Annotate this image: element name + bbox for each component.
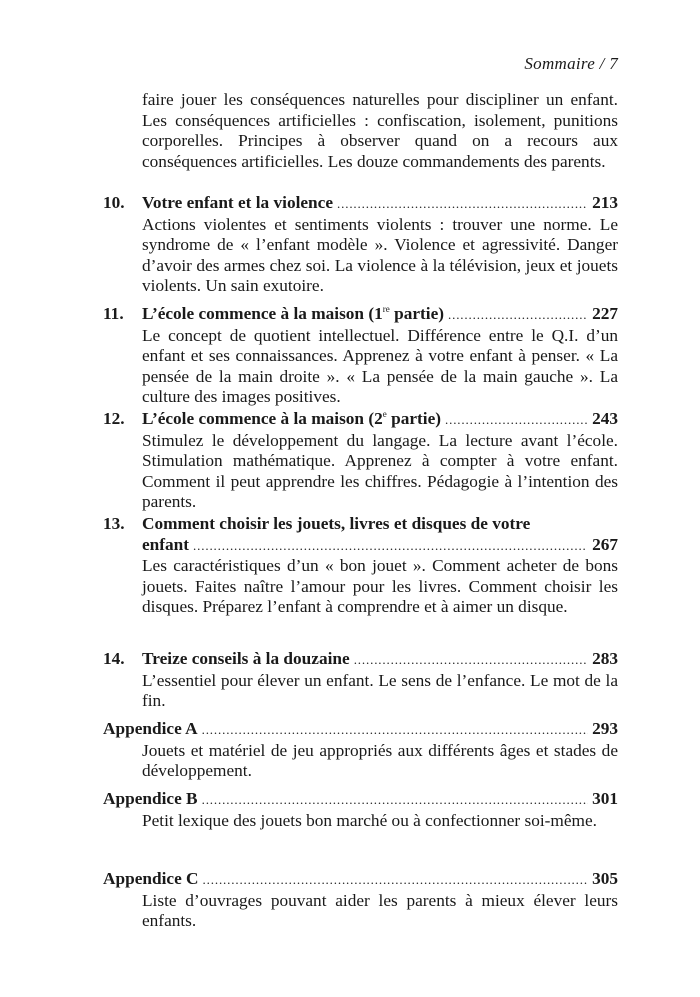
- toc-entry-13: [103, 514, 618, 618]
- intro-text: faire jouer les conséquences naturelles pour discipliner un enfant. Les conséquences artificielles : confiscation, isolement, punitions corporelles. Principes à observer quand on a recours aux conséquences artificielles. Les douze commandements des parents.: [142, 90, 618, 171]
- appendix-title: Appendice C: [103, 869, 199, 888]
- chapter-title: L’école commence à la maison (2e partie): [142, 409, 441, 428]
- chapter-number: 13.: [103, 514, 125, 533]
- page-number: 283: [592, 649, 618, 668]
- chapter-title: L’école commence à la maison (1re partie): [142, 304, 444, 323]
- running-header: Sommaire / 7: [524, 54, 618, 73]
- appendix-summary: Jouets et matériel de jeu appropriés aux différents âges et stades de développement.: [142, 740, 618, 781]
- chapter-summary: Stimulez le développement du langage. La lecture avant l’école. Stimulation mathématique. Apprenez à compter à votre enfant. Comment il peut apprendre les chiffres. Pédagogie à l’intention des parents.: [142, 430, 618, 512]
- toc-entry-11: [103, 304, 618, 408]
- toc-entry-14: [103, 649, 618, 712]
- dot-leader: [202, 720, 588, 741]
- dot-leader: [448, 305, 588, 326]
- toc-appendix-c: [103, 869, 618, 932]
- page-number: 293: [592, 719, 618, 738]
- dot-leader: [202, 790, 588, 811]
- chapter-title-line2: enfant: [142, 534, 190, 554]
- appendix-title: Appendice B: [103, 789, 198, 808]
- page-number: 213: [592, 193, 618, 212]
- chapter-summary: L’essentiel pour élever un enfant. Le sens de l’enfance. Le mot de la fin.: [142, 670, 618, 711]
- appendix-title: Appendice A: [103, 719, 198, 738]
- dot-leader: [193, 536, 588, 557]
- page-number: 267: [592, 534, 618, 554]
- page-number: 243: [592, 409, 618, 428]
- chapter-number: 12.: [103, 409, 125, 428]
- chapter-number: 14.: [103, 649, 125, 668]
- toc-entry-12: [103, 409, 618, 513]
- chapter-summary: Les caractéristiques d’un « bon jouet ». Comment acheter de bons jouets. Faites naître l’amour pour les livres. Comment choisir les disques. Préparez l’enfant à comprendre et à aimer un disque.: [142, 556, 618, 617]
- chapter-number: 10.: [103, 193, 125, 212]
- chapter-title: Comment choisir les jouets, livres et disques de votre: [142, 514, 531, 533]
- page-number: 305: [592, 869, 618, 888]
- dot-leader: [203, 870, 589, 891]
- appendix-summary: Liste d’ouvrages pouvant aider les parents à mieux élever leurs enfants.: [142, 890, 618, 931]
- chapter-summary: Actions violentes et sentiments violents : trouver une norme. Le syndrome de « l’enfant modèle ». Violence et agressivité. Danger d’avoir des armes chez soi. La violence à la télévision, jeux et jouets violents. Un sain exutoire.: [142, 214, 618, 296]
- toc-appendix-b: [103, 789, 618, 831]
- chapter-title: Votre enfant et la violence: [142, 193, 334, 212]
- page-number: 301: [592, 789, 618, 808]
- toc-appendix-a: [103, 719, 618, 782]
- chapter-number: 11.: [103, 304, 124, 323]
- chapter-summary: Le concept de quotient intellectuel. Différence entre le Q.I. d’un enfant et ses connaissances. Apprenez à votre enfant à penser. « La pensée de la main droite ». « La pensée de la main gauche ». La culture des images positives.: [142, 325, 618, 407]
- appendix-summary: Petit lexique des jouets bon marché ou à confectionner soi-même.: [142, 810, 597, 830]
- toc-entry-10: [103, 193, 618, 297]
- dot-leader: [354, 650, 588, 671]
- chapter-title: Treize conseils à la douzaine: [142, 649, 350, 668]
- page-number: 227: [592, 304, 618, 323]
- dot-leader: [445, 410, 588, 431]
- dot-leader: [337, 194, 588, 215]
- intro-continuation: [103, 90, 618, 172]
